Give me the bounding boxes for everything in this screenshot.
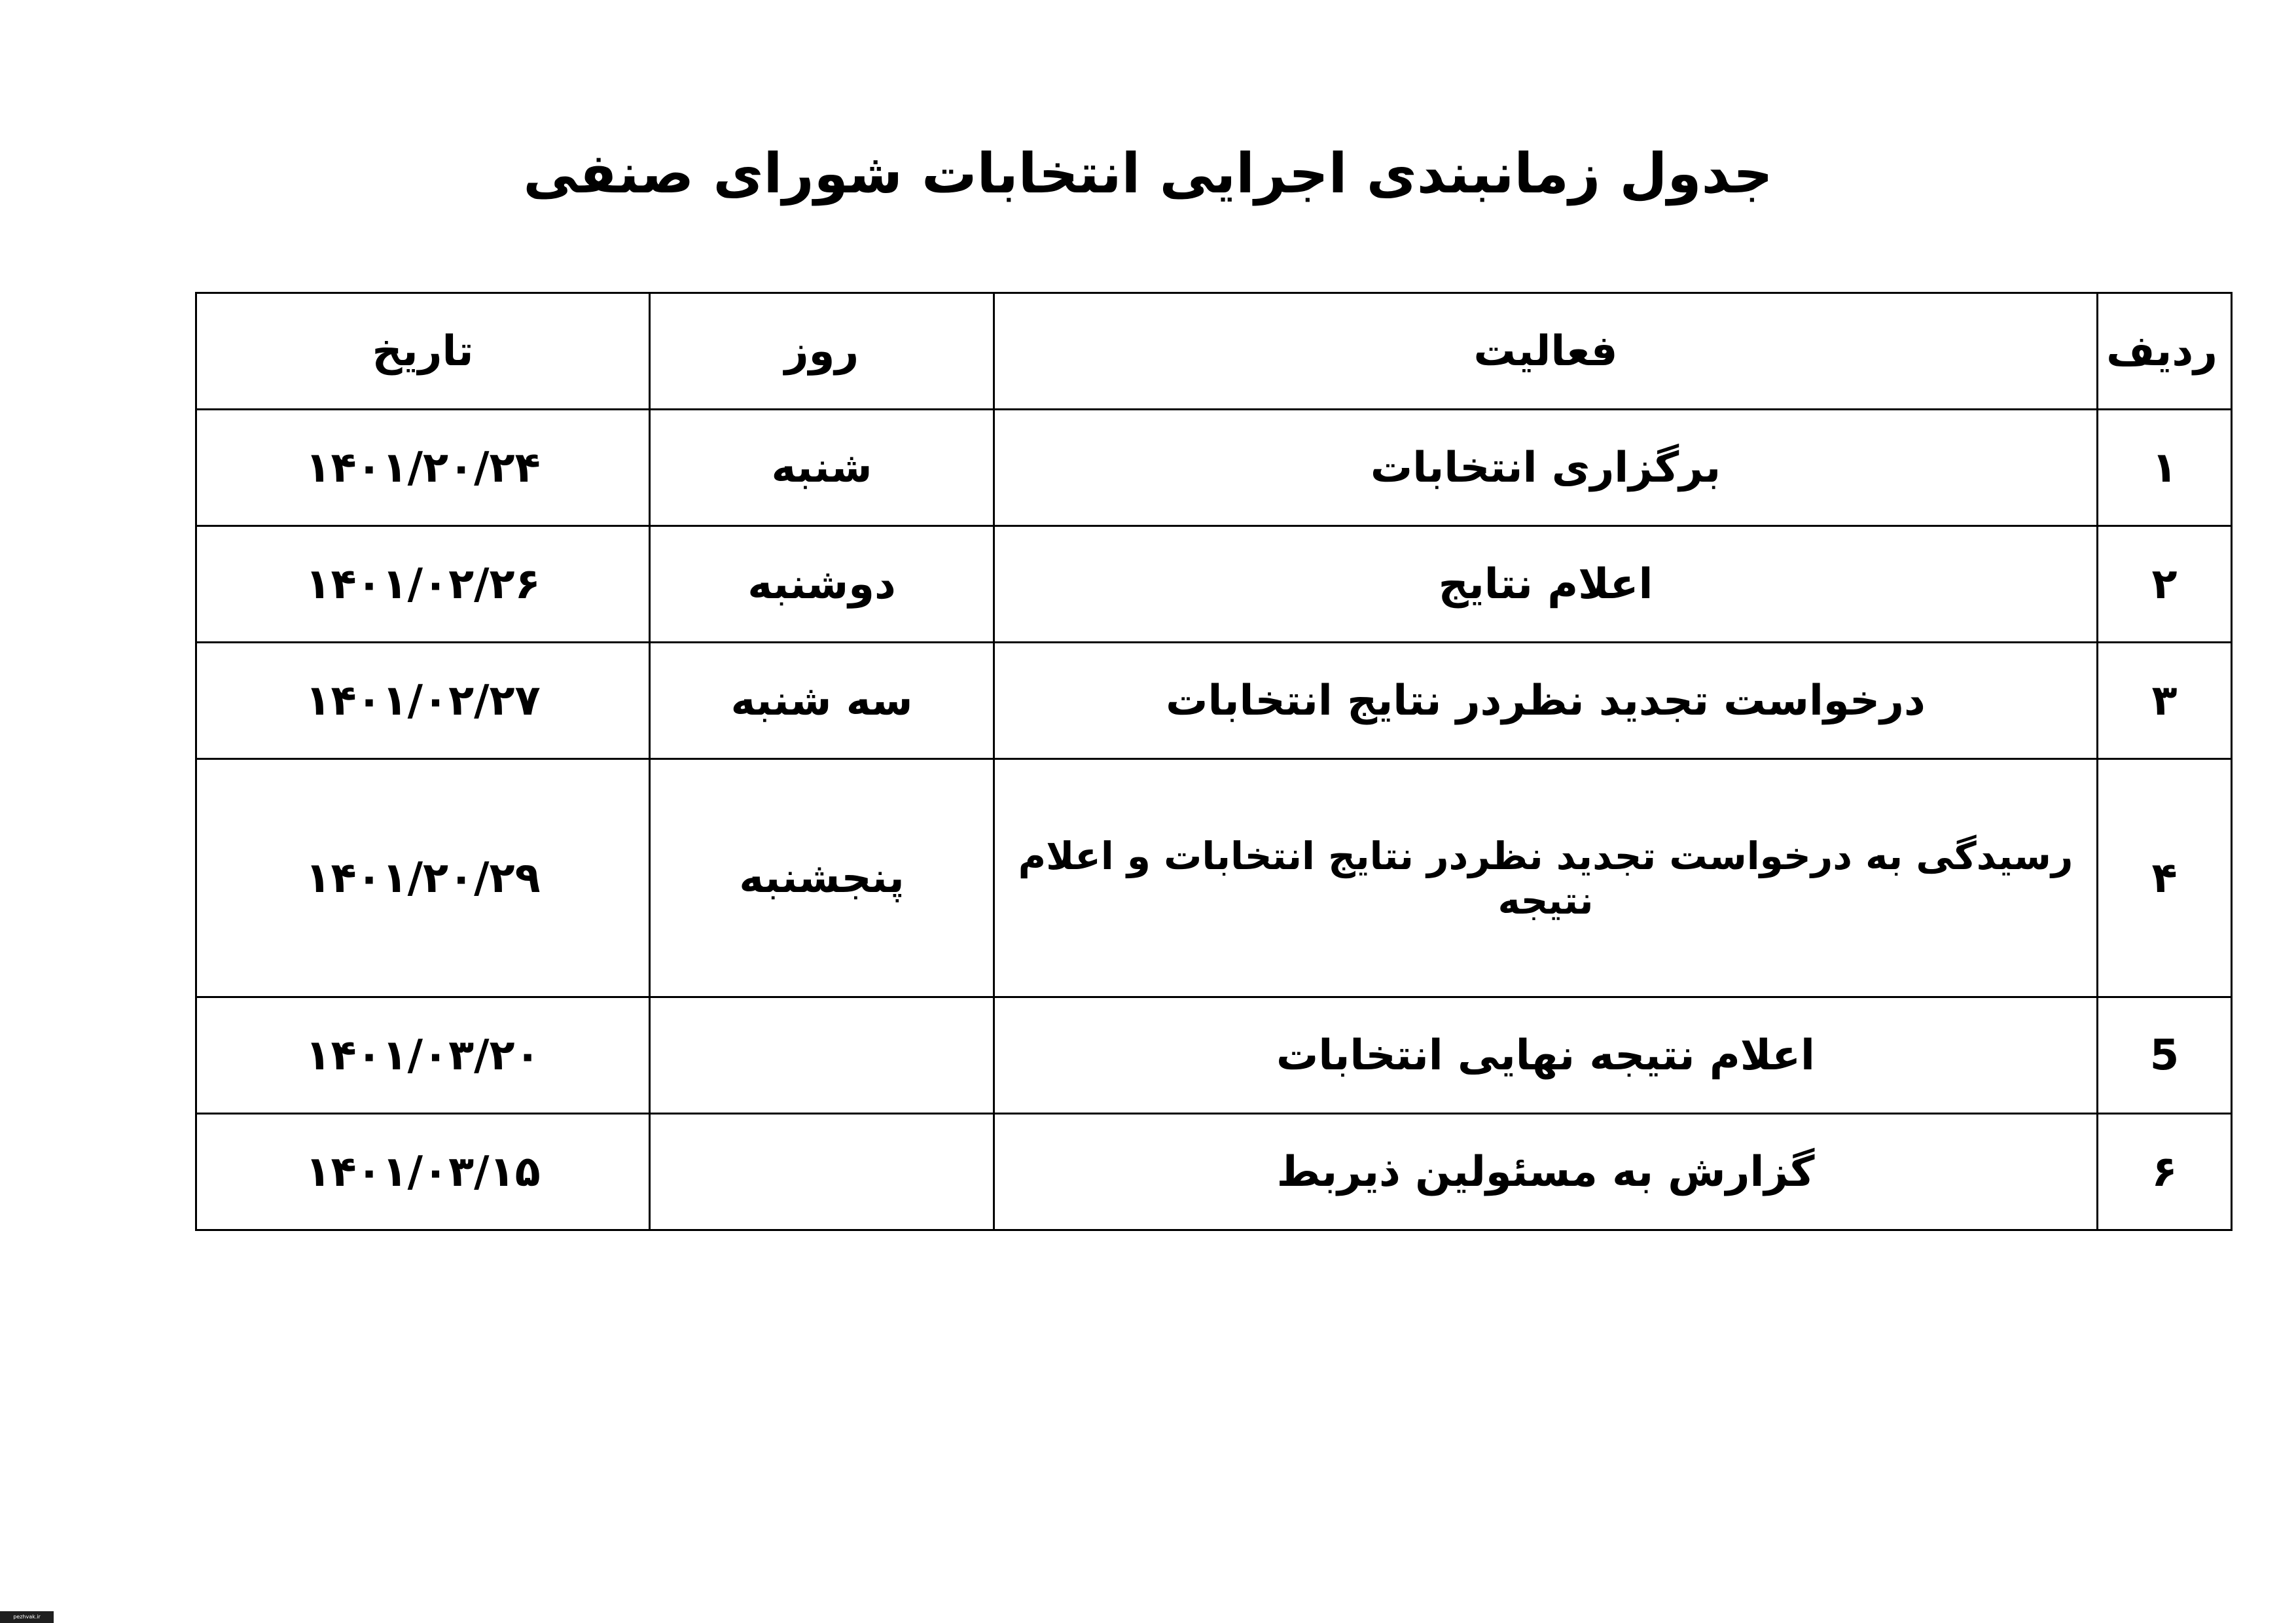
header-row-number: ردیف bbox=[2098, 293, 2232, 410]
row-date: ۱۴۰۱/۰۲/۲۷ bbox=[196, 643, 650, 759]
row-number: ۴ bbox=[2098, 759, 2232, 997]
row-activity: گزارش به مسئولین ذیربط bbox=[994, 1114, 2098, 1230]
table-row bbox=[196, 759, 2232, 997]
watermark-logo: pezhvak.ir bbox=[0, 1611, 54, 1623]
header-date: تاریخ bbox=[196, 293, 650, 410]
table-row bbox=[196, 410, 2232, 526]
table-header-row bbox=[196, 293, 2232, 410]
row-number: ۶ bbox=[2098, 1114, 2232, 1230]
row-date: ۱۴۰۱/۲۰/۲۴ bbox=[196, 410, 650, 526]
row-number: ۳ bbox=[2098, 643, 2232, 759]
row-activity: برگزاری انتخابات bbox=[994, 410, 2098, 526]
row-date: ۱۴۰۱/۰۳/۱۵ bbox=[196, 1114, 650, 1230]
row-date: ۱۴۰۱/۲۰/۲۹ bbox=[196, 759, 650, 997]
table-row bbox=[196, 1114, 2232, 1230]
row-day: سه شنبه bbox=[650, 643, 994, 759]
row-activity: اعلام نتایج bbox=[994, 526, 2098, 643]
row-day: پنجشنبه bbox=[650, 759, 994, 997]
row-day: شنبه bbox=[650, 410, 994, 526]
row-day bbox=[650, 1114, 994, 1230]
row-activity: درخواست تجدید نظردر نتایج انتخابات bbox=[994, 643, 2098, 759]
row-date: ۱۴۰۱/۰۳/۲۰ bbox=[196, 997, 650, 1114]
header-activity: فعالیت bbox=[994, 293, 2098, 410]
table-row bbox=[196, 643, 2232, 759]
row-number: ۱ bbox=[2098, 410, 2232, 526]
page-title: جدول زمانبندی اجرایی انتخابات شورای صنفی bbox=[523, 141, 1773, 205]
row-date: ۱۴۰۱/۰۲/۲۶ bbox=[196, 526, 650, 643]
row-day bbox=[650, 997, 994, 1114]
header-day: روز bbox=[650, 293, 994, 410]
row-number: 5 bbox=[2098, 997, 2232, 1114]
row-activity: اعلام نتیجه نهایی انتخابات bbox=[994, 997, 2098, 1114]
schedule-table bbox=[195, 292, 2233, 1231]
row-activity: رسیدگی به درخواست تجدید نظردر نتایج انتخابات و اعلام نتیجه bbox=[994, 759, 2098, 997]
row-number: ۲ bbox=[2098, 526, 2232, 643]
row-day: دوشنبه bbox=[650, 526, 994, 643]
table-row bbox=[196, 526, 2232, 643]
table-row bbox=[196, 997, 2232, 1114]
